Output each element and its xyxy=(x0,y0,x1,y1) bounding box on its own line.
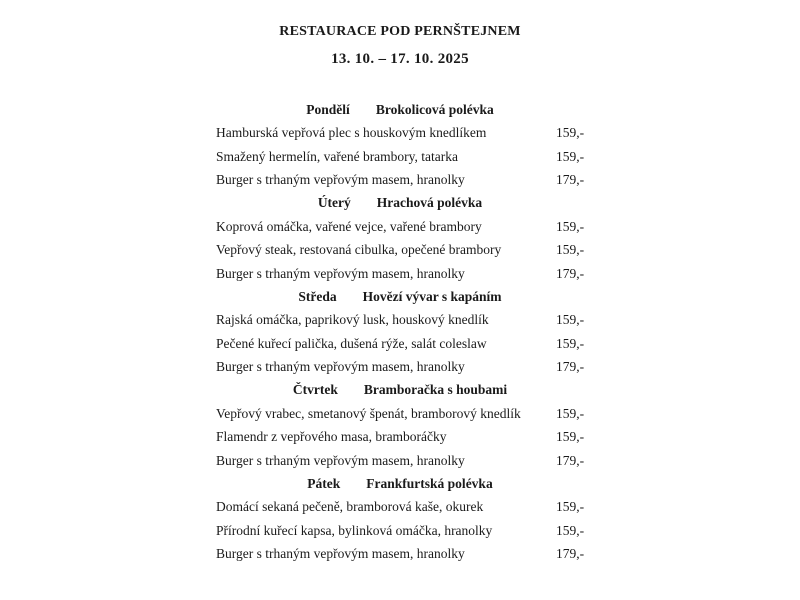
soup-of-day: Hovězí vývar s kapáním xyxy=(362,288,502,304)
dish-price: 179,- xyxy=(556,265,585,281)
dish-name: Burger s trhaným vepřovým masem, hranolky xyxy=(216,172,465,187)
dish-name: Pečené kuřecí palička, dušená rýže, salát coleslaw xyxy=(216,335,487,351)
menu-item xyxy=(0,542,800,566)
dish-price: 159,- xyxy=(556,405,585,421)
dish-price: 159,- xyxy=(556,429,585,444)
dish-price: 179,- xyxy=(556,546,585,561)
soup-of-day: Bramboračka s houbami xyxy=(363,382,508,397)
menu-item xyxy=(0,402,800,426)
dish-price: 159,- xyxy=(556,242,585,257)
menu-date-range: 13. 10. – 17. 10. 2025 xyxy=(331,51,469,67)
day-header xyxy=(0,192,800,215)
soup-of-day: Brokolicová polévka xyxy=(375,101,494,117)
day-header xyxy=(0,98,800,121)
dish-price: 159,- xyxy=(556,312,585,327)
day-section-friday xyxy=(0,472,800,566)
menu-item xyxy=(0,449,800,473)
soup-of-day: Frankfurtská polévka xyxy=(366,475,493,491)
dish-price: 159,- xyxy=(556,522,585,538)
day-section-thursday xyxy=(0,379,800,473)
menu-item xyxy=(0,519,800,543)
menu-item xyxy=(0,238,800,262)
menu-item xyxy=(0,262,800,286)
dish-name: Přírodní kuřecí kapsa, bylinková omáčka, hranolky xyxy=(216,522,493,538)
dish-price: 179,- xyxy=(556,359,585,374)
dish-price: 179,- xyxy=(556,452,585,468)
weekly-menu xyxy=(0,98,800,566)
dish-price: 159,- xyxy=(556,125,585,140)
menu-item xyxy=(0,215,800,239)
dish-price: 159,- xyxy=(556,148,585,164)
menu-item xyxy=(0,332,800,356)
dish-name: Vepřový steak, restovaná cibulka, opečené brambory xyxy=(216,242,502,257)
dish-price: 159,- xyxy=(556,218,585,234)
dish-price: 159,- xyxy=(556,335,585,351)
day-header xyxy=(0,285,800,308)
day-header xyxy=(0,472,800,495)
dish-name: Flamendr z vepřového masa, bramboráčky xyxy=(216,429,447,444)
day-section-wednesday xyxy=(0,285,800,379)
day-name: Pondělí xyxy=(306,101,350,117)
dish-name: Burger s trhaným vepřovým masem, hranolky xyxy=(216,546,465,561)
day-name: Čtvrtek xyxy=(292,382,338,397)
dish-name: Burger s trhaným vepřovým masem, hranolky xyxy=(216,265,465,281)
dish-name: Burger s trhaným vepřovým masem, hranolky xyxy=(216,452,465,468)
menu-item xyxy=(0,168,800,192)
dish-name: Vepřový vrabec, smetanový špenát, bramborový knedlík xyxy=(216,405,521,421)
dish-name: Koprová omáčka, vařené vejce, vařené brambory xyxy=(216,218,482,234)
restaurant-title: RESTAURACE POD PERNŠTEJNEM xyxy=(279,24,521,39)
menu-item xyxy=(0,425,800,449)
dish-name: Rajská omáčka, paprikový lusk, houskový knedlík xyxy=(216,312,489,327)
menu-item xyxy=(0,308,800,332)
day-section-monday xyxy=(0,98,800,192)
dish-price: 159,- xyxy=(556,499,585,514)
dish-name: Smažený hermelín, vařené brambory, tatarka xyxy=(216,148,459,164)
dish-price: 179,- xyxy=(556,172,585,187)
menu-item xyxy=(0,495,800,519)
day-name: Pátek xyxy=(307,475,341,491)
day-name: Úterý xyxy=(317,195,351,210)
day-header xyxy=(0,379,800,402)
menu-item xyxy=(0,145,800,169)
menu-item xyxy=(0,121,800,145)
dish-name: Hamburská vepřová plec s houskovým knedlíkem xyxy=(216,125,487,140)
day-section-tuesday xyxy=(0,192,800,286)
dish-name: Burger s trhaným vepřovým masem, hranolky xyxy=(216,359,465,374)
dish-name: Domácí sekaná pečeně, bramborová kaše, okurek xyxy=(216,499,484,514)
menu-item xyxy=(0,355,800,379)
soup-of-day: Hrachová polévka xyxy=(376,195,483,210)
day-name: Středa xyxy=(298,288,337,304)
